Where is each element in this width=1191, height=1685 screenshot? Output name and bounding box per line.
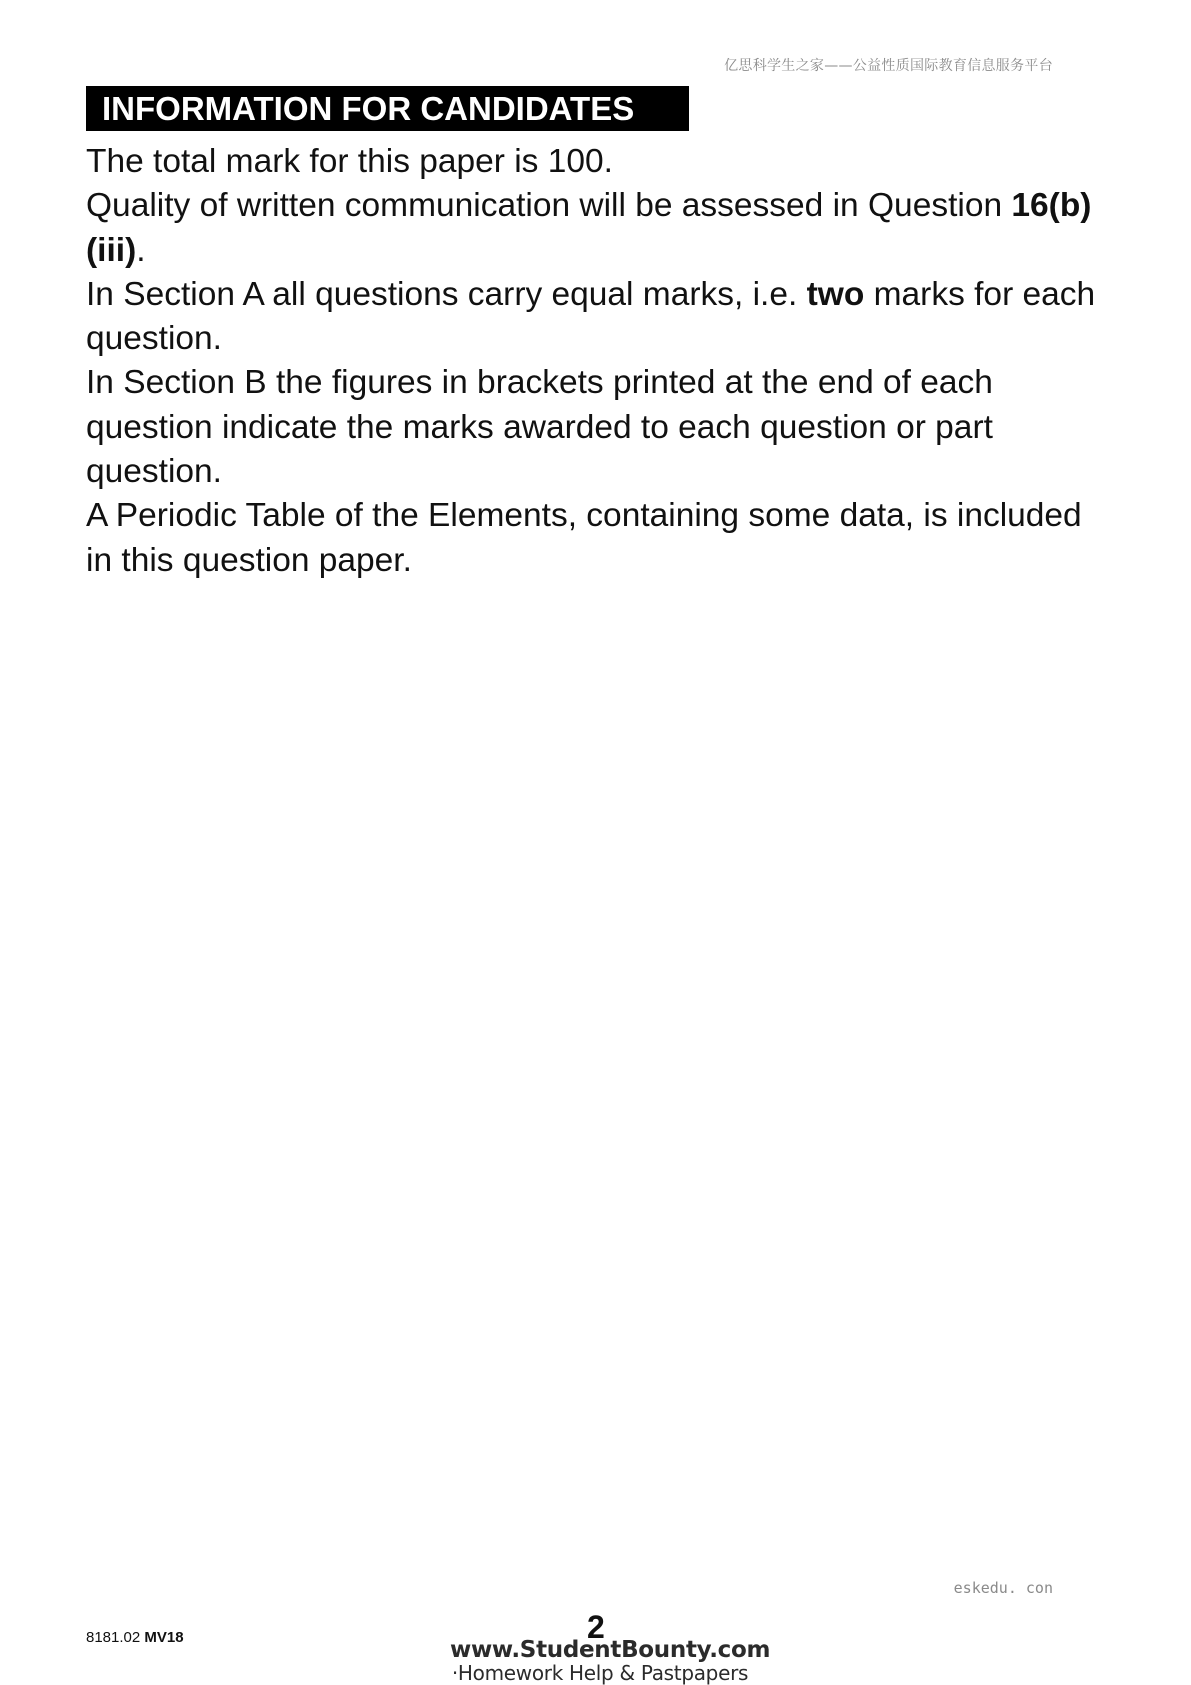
info-qwc-suffix: .	[136, 231, 146, 269]
info-section-a-suffix: marks for each question.	[86, 275, 1096, 358]
header-watermark: 亿思科学生之家——公益性质国际教育信息服务平台	[724, 58, 1053, 74]
brand-tagline: ·Homework Help & Pastpapers	[451, 1661, 749, 1685]
paper-code	[86, 1629, 184, 1646]
brand-logo	[450, 1637, 771, 1685]
paper-code-bold: MV18	[144, 1629, 184, 1646]
info-qwc	[86, 184, 1116, 273]
info-qwc-prefix: Quality of written communication will be assessed in Question	[86, 187, 1003, 225]
info-section-a-bold: two	[806, 275, 865, 313]
info-periodic-table: A Periodic Table of the Elements, containing some data, is included in this question paper.	[86, 497, 1082, 579]
paper-code-number: 8181.02	[86, 1629, 141, 1646]
brand-site: www.StudentBounty.com	[450, 1637, 771, 1663]
info-qwc-question: 16(b)(iii)	[86, 187, 1092, 269]
candidate-information	[86, 140, 1116, 583]
footer-watermark: eskedu. con	[953, 1579, 1053, 1597]
info-section-a	[86, 273, 1116, 362]
info-total-mark: The total mark for this paper is 100.	[86, 143, 613, 180]
page-number: 2	[587, 1609, 605, 1645]
info-section-a-prefix: In Section A all questions carry equal marks, i.e.	[86, 275, 798, 313]
section-heading: INFORMATION FOR CANDIDATES	[86, 86, 689, 131]
info-section-b: In Section B the figures in brackets printed at the end of each question indicate the marks awarded to each question or part question.	[86, 364, 993, 491]
